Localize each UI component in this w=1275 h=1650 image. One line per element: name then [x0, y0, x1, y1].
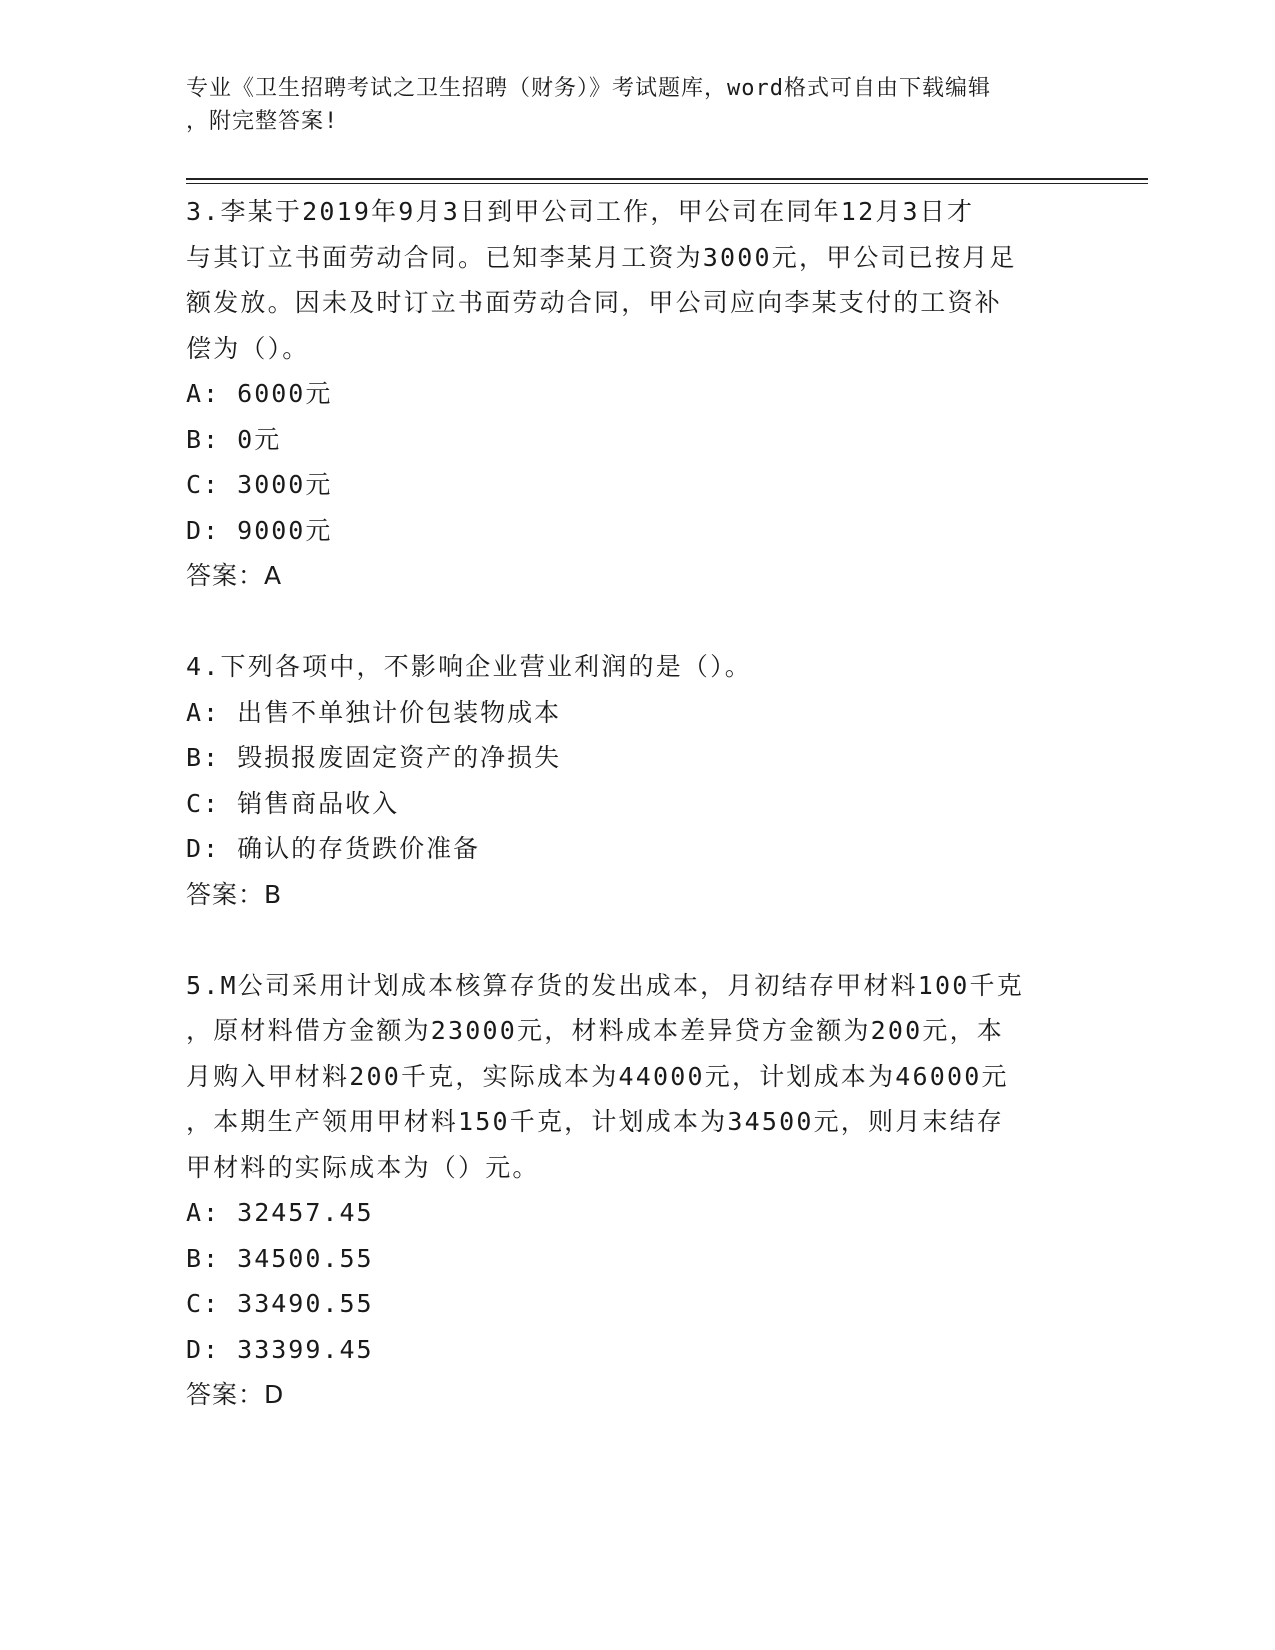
document-header: [186, 72, 1066, 138]
stem-line: 偿为（）。: [186, 333, 310, 363]
stem-line: 3.李某于2019年9月3日到甲公司工作，甲公司在同年12月3日才: [186, 197, 975, 226]
stem-line: 甲材料的实际成本为（）元。: [186, 1152, 540, 1182]
header-line-2: ，附完整答案!: [186, 109, 339, 134]
question-list: [186, 189, 1086, 1418]
option-b: B: 34500.55: [186, 1243, 374, 1273]
option-c: C: 销售商品收入: [186, 788, 400, 818]
answer-line: 答案：B: [186, 879, 283, 909]
question-stem: [186, 644, 1086, 690]
option-c: C: 33490.55: [186, 1289, 374, 1318]
option-c: C: 3000元: [186, 470, 333, 499]
option-d: D: 33399.45: [186, 1334, 374, 1364]
question-stem: [186, 189, 1086, 371]
question-3: [186, 189, 1086, 599]
stem-line: 5.M公司采用计划成本核算存货的发出成本，月初结存甲材料100千克: [186, 970, 1024, 1000]
stem-line: ，本期生产领用甲材料150千克，计划成本为34500元，则月末结存: [186, 1107, 1005, 1136]
option-a: A: 出售不单独计价包装物成本: [186, 697, 562, 727]
header-divider-thin: [186, 183, 1148, 184]
question-spacer: [186, 917, 1086, 963]
header-line-1: 专业《卫生招聘考试之卫生招聘（财务）》考试题库，word格式可自由下载编辑: [186, 76, 991, 101]
question-spacer: [186, 599, 1086, 645]
stem-line: 月购入甲材料200千克，实际成本为44000元，计划成本为46000元: [186, 1061, 1009, 1091]
question-4: [186, 644, 1086, 917]
answer-line: 答案：A: [186, 561, 283, 590]
header-divider-thick: [186, 178, 1148, 180]
option-b: B: 0元: [186, 424, 282, 454]
stem-line: ，原材料借方金额为23000元，材料成本差异贷方金额为200元，本: [186, 1016, 1005, 1045]
option-b: B: 毁损报废固定资产的净损失: [186, 743, 562, 772]
option-a: A: 32457.45: [186, 1198, 374, 1227]
option-a: A: 6000元: [186, 379, 333, 408]
stem-line: 4.下列各项中，不影响企业营业利润的是（）。: [186, 652, 753, 681]
stem-line: 额发放。因未及时订立书面劳动合同，甲公司应向李某支付的工资补: [186, 288, 1003, 317]
question-5: [186, 963, 1086, 1418]
stem-line: 与其订立书面劳动合同。已知李某月工资为3000元，甲公司已按月足: [186, 242, 1017, 272]
option-d: D: 9000元: [186, 515, 333, 545]
question-stem: [186, 963, 1086, 1191]
answer-line: 答案：D: [186, 1380, 285, 1409]
option-d: D: 确认的存货跌价准备: [186, 834, 481, 863]
